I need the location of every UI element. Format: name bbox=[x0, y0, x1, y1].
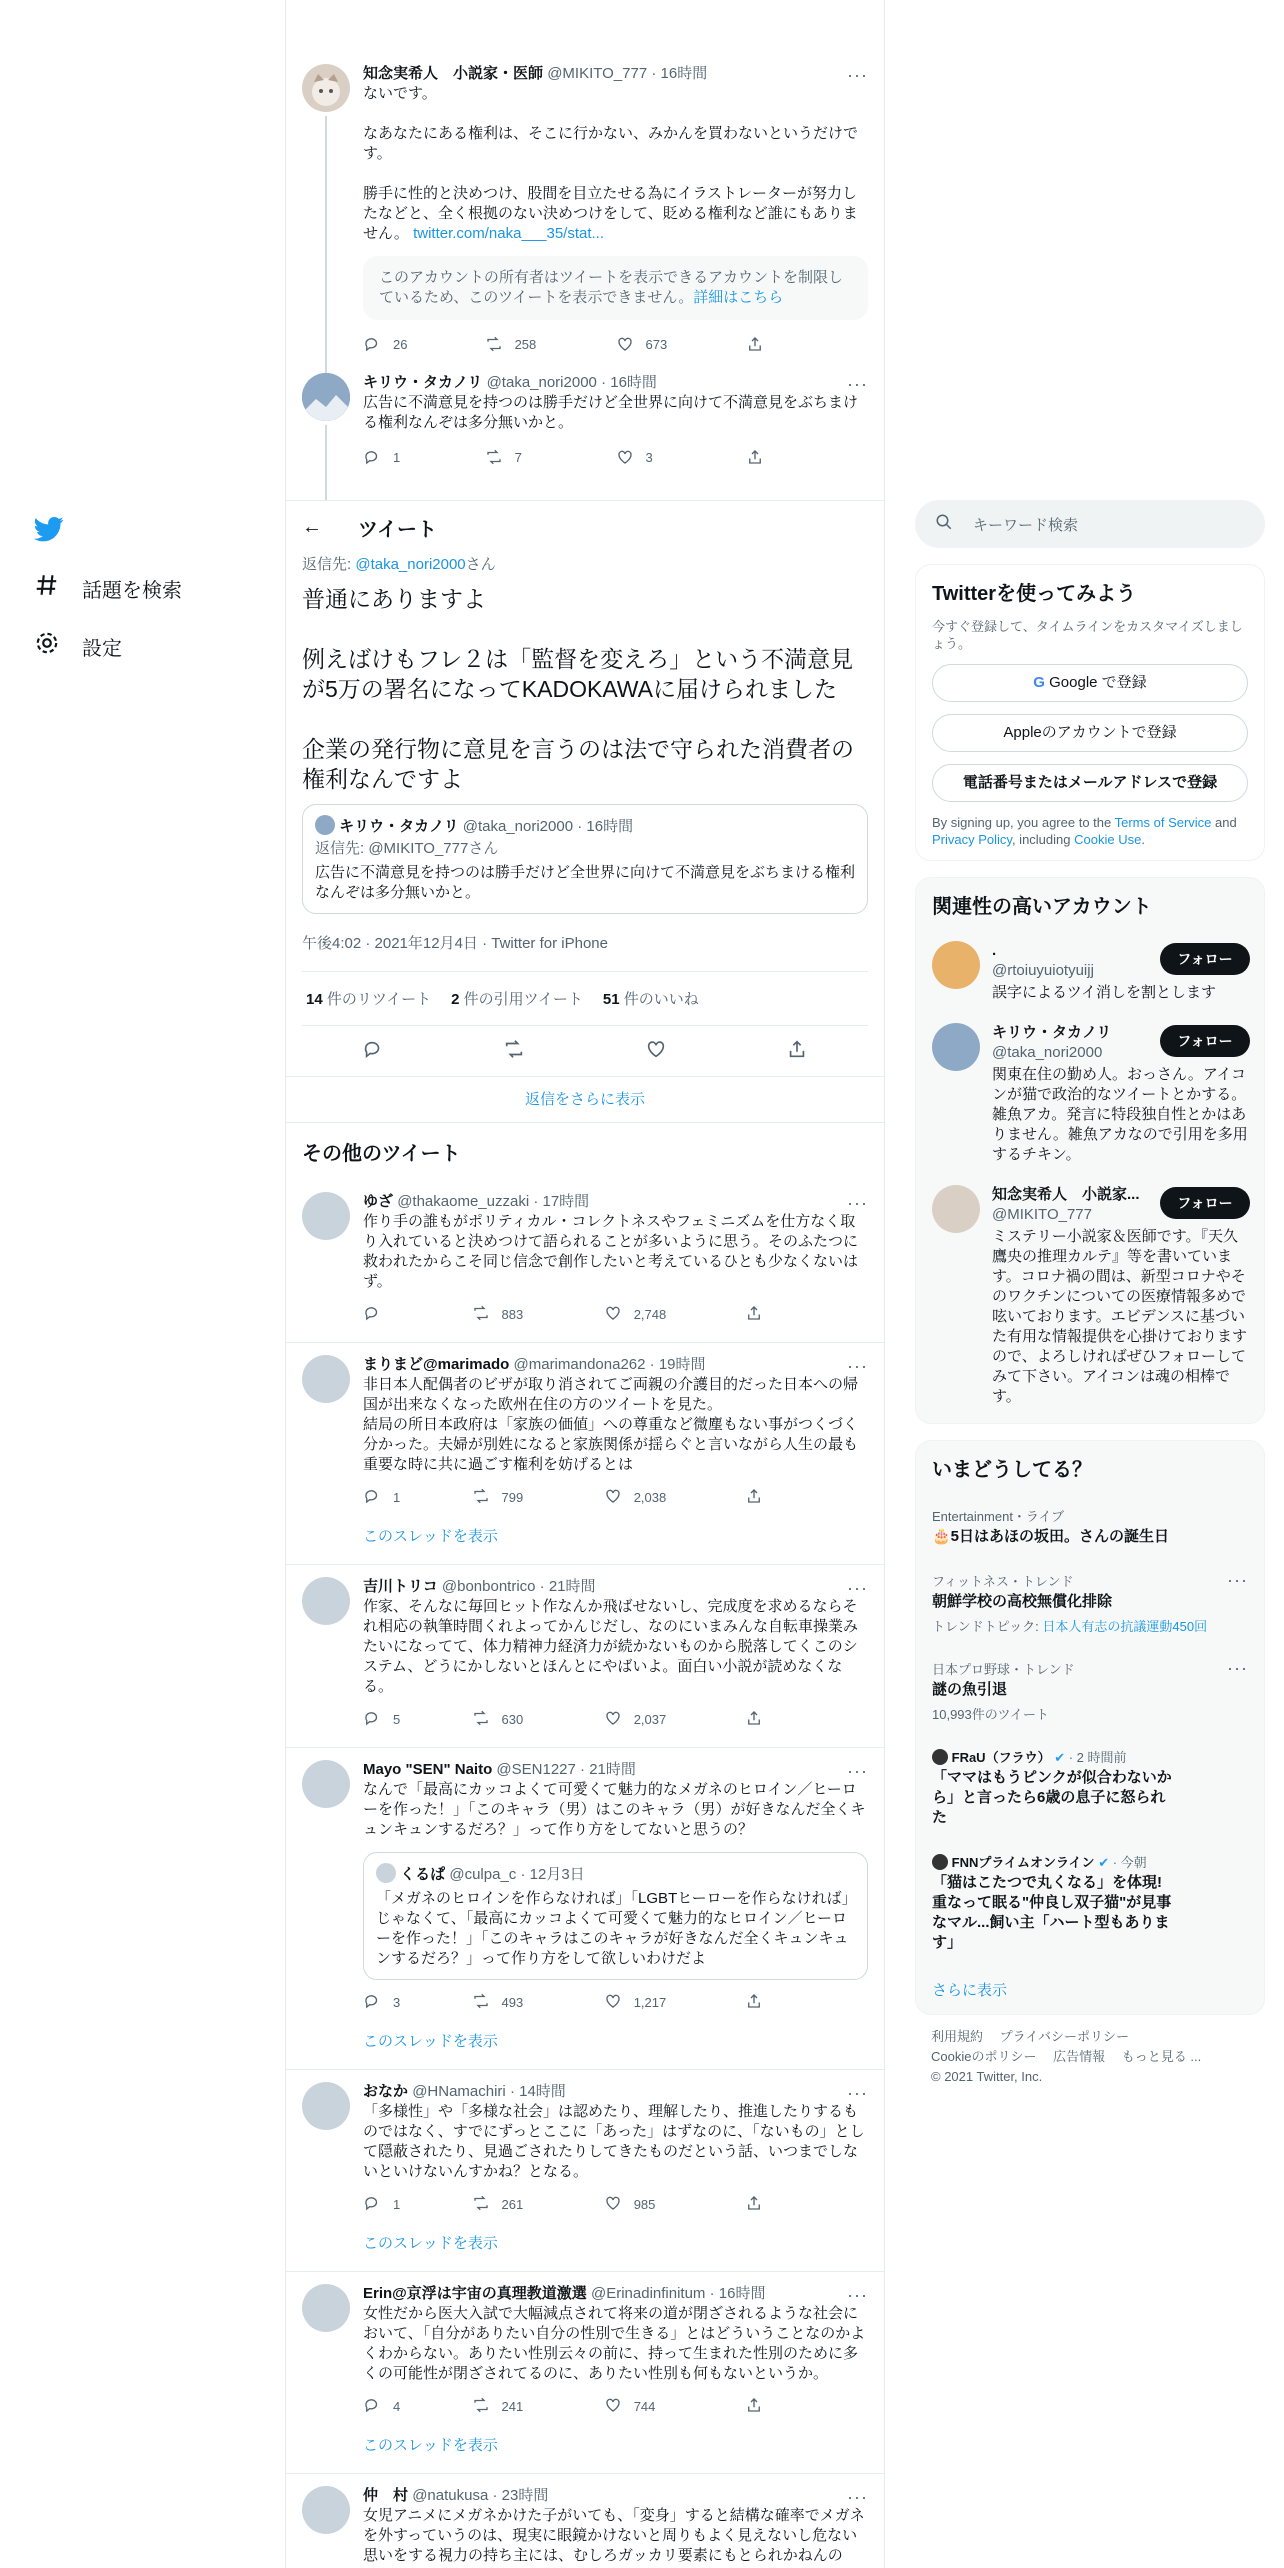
news-time: 2 時間前 bbox=[1076, 1750, 1127, 1765]
heart-icon bbox=[616, 448, 634, 466]
news-source: FNNプライムオンライン bbox=[951, 1855, 1095, 1870]
share-icon bbox=[745, 1709, 763, 1730]
trends-title: いまどうしてる？ bbox=[932, 1459, 1092, 1481]
reply-icon bbox=[363, 2194, 381, 2215]
display-name: くるぱ bbox=[400, 1866, 446, 1883]
tweet-time[interactable]: 16時間 bbox=[660, 65, 708, 82]
more-options-icon[interactable]: ··· bbox=[847, 65, 868, 85]
signup-subtitle: 今すぐ登録して、タイムラインをカスタマイズしましょう。 bbox=[932, 619, 1243, 651]
share-icon bbox=[745, 2396, 763, 2417]
share-icon bbox=[746, 335, 764, 353]
show-more-trends[interactable]: さらに表示 bbox=[932, 1982, 1008, 1999]
terms-notice: By signing up, you agree to the Terms of Service and Privacy Policy, including Cookie Use. bbox=[932, 815, 1237, 847]
share-icon bbox=[745, 1992, 763, 2013]
avatar[interactable] bbox=[932, 941, 980, 989]
footer bbox=[915, 2015, 1265, 2099]
news-item[interactable]: FNNプライムオンライン ✔ · 今朝 「猫はこたつで丸くなる」を体現! 重なって眠る"仲良し双子猫"が見事なマル...飼い主「ハート型もあります」 bbox=[932, 1855, 1172, 1951]
retweet-icon bbox=[472, 2194, 490, 2215]
show-thread-link[interactable]: このスレッドを表示 bbox=[363, 2235, 498, 2252]
verified-icon: ✔ bbox=[1098, 1855, 1110, 1870]
tweet-text: 「多様性」や「多様な社会」は認めたり、理解したり、推進したりするものではなく、すでにずっとここに「あった」はずなのに、「ないもの」として隠蔽されたり、見過ごされたりしてきたものだという話、いつまでしないといけないんすかね？となる。 bbox=[363, 2103, 865, 2180]
likes-stat[interactable]: 51 件のいいね bbox=[602, 991, 699, 1008]
heart-icon bbox=[616, 335, 634, 353]
like-button[interactable] bbox=[616, 335, 747, 353]
tweet-time: 12月3日 bbox=[529, 1866, 585, 1883]
avatar[interactable] bbox=[302, 2486, 350, 2534]
retweet-count: 883 bbox=[501, 1306, 524, 1322]
share-button[interactable] bbox=[746, 335, 868, 353]
like-count: 2,038 bbox=[633, 1489, 667, 1505]
trend-item[interactable] bbox=[916, 1494, 1264, 1559]
google-signup-button[interactable]: G Google で登録 bbox=[932, 664, 1248, 702]
display-name[interactable]: 知念実希人 小説家... bbox=[992, 1186, 1140, 1203]
retweet-button[interactable] bbox=[485, 335, 616, 353]
quote-text: 広告に不満意見を持つのは勝手だけど全世界に向けて不満意見をぶちまける権利なんぞは多分無いかと。 bbox=[315, 864, 856, 901]
reply-icon bbox=[363, 335, 381, 353]
retweets-stat[interactable]: 14 件のリツイート bbox=[306, 991, 432, 1008]
search-input[interactable]: キーワード検索 bbox=[973, 516, 1079, 534]
tweet-text: 広告に不満意見を持つのは勝手だけど全世界に向けて不満意見をぶちまける権利なんぞは多分無いかと。 bbox=[363, 394, 859, 431]
reply-to-handle[interactable]: @taka_nori2000 bbox=[355, 556, 466, 573]
like-count: 1,217 bbox=[633, 1994, 667, 2010]
tweet-actions bbox=[363, 1992, 868, 2012]
share-icon bbox=[745, 2194, 763, 2215]
news-source: FRaU（フラウ） bbox=[951, 1750, 1051, 1765]
like-count: 673 bbox=[645, 336, 668, 352]
tweet-header: まりまど@marimado @marimandona262 · 19時間 bbox=[363, 1356, 706, 1373]
avatar bbox=[315, 815, 335, 835]
trend-topic-link[interactable]: 日本人有志の抗議運動450回 bbox=[1042, 1619, 1208, 1634]
display-name[interactable]: ゆざ bbox=[363, 1193, 394, 1210]
tweet-actions bbox=[363, 1487, 868, 1507]
more-options-icon[interactable]: ··· bbox=[847, 1356, 868, 1376]
footer-link[interactable]: 広告情報 bbox=[1053, 2049, 1106, 2064]
share-button[interactable] bbox=[745, 1487, 868, 1508]
retweet-count: 258 bbox=[514, 336, 537, 352]
tweet-link[interactable]: twitter.com/naka___35/stat... bbox=[413, 225, 605, 242]
account-cell[interactable] bbox=[916, 1013, 1264, 1175]
more-options-icon[interactable]: ··· bbox=[847, 1193, 868, 1213]
nav-settings-label: 設定 bbox=[82, 637, 122, 660]
footer-link[interactable]: もっと見る ... bbox=[1121, 2049, 1202, 2064]
reply-icon bbox=[363, 2396, 381, 2417]
page-title: ツイート bbox=[358, 518, 437, 541]
share-button[interactable] bbox=[745, 2194, 868, 2215]
handle[interactable]: @rtoiuyuiotyuijj bbox=[992, 962, 1094, 979]
apple-signup-button[interactable]: Appleのアカウントで登録 bbox=[932, 714, 1248, 752]
handle: @culpa_c bbox=[449, 1866, 517, 1883]
reply-to: 返信先: @taka_nori2000さん bbox=[302, 556, 496, 573]
retweet-button[interactable] bbox=[472, 1487, 604, 1508]
retweet-button[interactable] bbox=[472, 2396, 604, 2417]
handle[interactable]: @natukusa bbox=[412, 2487, 489, 2504]
retweet-icon bbox=[472, 1304, 490, 1325]
like-button[interactable] bbox=[604, 2194, 746, 2215]
tweet-time[interactable]: 14時間 bbox=[519, 2083, 566, 2100]
share-icon[interactable] bbox=[786, 1038, 808, 1065]
news-title: 「猫はこたつで丸くなる」を体現! 重なって眠る"仲良し双子猫"が見事なマル...飼い主「ハート型もあります」 bbox=[932, 1874, 1172, 1951]
follow-button[interactable]: フォロー bbox=[1160, 1187, 1250, 1219]
retweet-count: 799 bbox=[501, 1489, 524, 1505]
tweet-time[interactable]: 23時間 bbox=[501, 2487, 549, 2504]
retweet-button[interactable] bbox=[472, 2194, 604, 2215]
tweet-actions bbox=[363, 447, 868, 467]
avatar[interactable] bbox=[932, 1023, 980, 1071]
like-button[interactable] bbox=[604, 1304, 746, 1325]
search-icon bbox=[935, 513, 953, 535]
like-button[interactable] bbox=[604, 2396, 746, 2417]
handle[interactable]: @MIKITO_777 bbox=[992, 1206, 1092, 1223]
tweet-actions bbox=[363, 1709, 868, 1729]
tweet-time: 16時間 bbox=[586, 818, 634, 835]
footer-link[interactable]: Cookieのポリシー bbox=[931, 2049, 1037, 2064]
handle[interactable]: @thakaome_uzzaki bbox=[397, 1193, 530, 1210]
tweet-time[interactable]: 21時間 bbox=[548, 1578, 596, 1595]
retweet-icon bbox=[472, 1487, 490, 1508]
heart-icon bbox=[604, 2194, 622, 2215]
quoted-tweet[interactable] bbox=[302, 804, 868, 914]
news-item[interactable]: FRaU（フラウ） ✔ · 2 時間前 「ママはもうピンクが似合わないから」と言ったら6歳の息子に怒られた bbox=[932, 1750, 1172, 1826]
avatar[interactable] bbox=[302, 64, 350, 112]
heart-icon bbox=[604, 1992, 622, 2013]
like-button[interactable] bbox=[604, 1709, 746, 1730]
news-time: 今朝 bbox=[1120, 1855, 1147, 1870]
quote-text: 「メガネのヒロインを作らなければ」「LGBTヒーローを作らなければ」じゃなくて、「最高にカッコよくて可愛くて魅力的なヒロイン／ヒーローを作った！」「このキャラはこのキャラが好きなんだ全くキュンキュンするだろ？」って作り方をして欲しいわけだよ bbox=[376, 1890, 850, 1967]
more-options-icon[interactable]: ··· bbox=[847, 1761, 868, 1781]
tweet-text: 作家、そんなに毎回ヒット作なんか飛ばせないし、完成度を求めるならそれ相応の執筆時間くれよってかんじだし、なのにいまみんな自転車操業みたいになってて、体力精神力経済力が続かないものから脱落してくこのシステム、どうにかしないとほんとにやばいよ。面白い小説が読めなくなる。 bbox=[363, 1598, 859, 1695]
tweet-time[interactable]: 19時間 bbox=[658, 1356, 706, 1373]
like-count: 985 bbox=[633, 2196, 656, 2212]
withheld-notice bbox=[363, 256, 868, 320]
avatar[interactable] bbox=[302, 1760, 350, 1808]
heart-icon bbox=[604, 1487, 622, 1508]
more-options-icon[interactable]: ··· bbox=[847, 2285, 868, 2305]
handle[interactable]: @HNamachiri bbox=[412, 2083, 506, 2100]
display-name[interactable]: まりまど@marimado bbox=[363, 1356, 510, 1373]
display-name[interactable]: Erin@京浮は宇宙の真理教道激選 bbox=[363, 2285, 587, 2302]
trend-category: 日本プロ野球・トレンド bbox=[932, 1662, 1075, 1677]
google-icon: G bbox=[1033, 674, 1045, 691]
verified-icon: ✔ bbox=[1054, 1750, 1066, 1765]
tweet-text: 非日本人配偶者のビザが取り消されてご両親の介護目的だった日本への帰国が出来なくなった欧州在住の方のツイートを見た。 結局の所日本政府は「家族の価値」への尊重など微塵もない事がつくづく分かった。夫婦が別姓になると家族関係が揺らぐと言いながら人生の最も重要な時に共に過ごす権利を妨げるとは bbox=[363, 1376, 859, 1473]
trend-count: 10,993件のツイート bbox=[932, 1707, 1049, 1722]
avatar[interactable] bbox=[302, 373, 350, 421]
nav-explore-label: 話題を検索 bbox=[82, 579, 182, 602]
tweet-header: 仲 村 @natukusa · 23時間 bbox=[363, 2487, 549, 2504]
page-header bbox=[302, 501, 868, 553]
right-sidebar bbox=[915, 500, 1265, 2099]
tweet[interactable] bbox=[286, 1343, 884, 1565]
nav-settings[interactable] bbox=[34, 630, 122, 662]
thread-connector bbox=[325, 425, 327, 500]
retweet-icon bbox=[472, 1709, 490, 1730]
more-options-icon[interactable]: ··· bbox=[847, 2083, 868, 2103]
tweet-text: 普通にありますよ 例えばけもフレ２は「監督を変えろ」という不満意見が5万の署名になってKADOKAWAに届けられました 企業の発行物に意見を言うのは法で守られた消費者の権利なんですよ bbox=[302, 586, 854, 792]
reply-icon bbox=[363, 1992, 381, 2013]
retweet-count: 7 bbox=[514, 449, 522, 465]
gear-icon bbox=[34, 630, 60, 662]
trend-category: Entertainment・ライブ bbox=[932, 1509, 1065, 1524]
retweet-icon bbox=[485, 448, 503, 466]
account-cell[interactable] bbox=[916, 1175, 1264, 1417]
reply-count: 1 bbox=[393, 2196, 401, 2212]
tweet-header: Erin@京浮は宇宙の真理教道激選 @Erinadinfinitum · 16時間 bbox=[363, 2285, 766, 2302]
more-options-icon[interactable]: ··· bbox=[847, 1578, 868, 1598]
like-count: 2,748 bbox=[633, 1306, 667, 1322]
cookie-link[interactable]: Cookie Use bbox=[1074, 832, 1142, 847]
thread-connector bbox=[325, 116, 327, 376]
retweet-button[interactable] bbox=[485, 448, 616, 466]
reply-button[interactable] bbox=[363, 1709, 472, 1730]
tweet-text: 作り手の誰もがポリティカル・コレクトネスやフェミニズムを仕方なく取り入れていると決めつけて語られることが多いように思う。そのふたつに救われたからこそ同じ信念で創作したいと考えているひとも少なくないはず。 bbox=[363, 1213, 859, 1290]
share-icon bbox=[746, 448, 764, 466]
tweet-text bbox=[363, 84, 868, 244]
like-button[interactable] bbox=[604, 1487, 746, 1508]
share-button[interactable] bbox=[745, 1709, 868, 1730]
retweet-icon bbox=[485, 335, 503, 353]
learn-more-link[interactable]: 詳細はこちら bbox=[693, 289, 784, 306]
tweet[interactable] bbox=[286, 2272, 884, 2474]
tweet-header: 吉川トリコ @bonbontrico · 21時間 bbox=[363, 1578, 596, 1595]
reply-button[interactable] bbox=[363, 1304, 472, 1325]
focused-tweet bbox=[286, 500, 884, 1076]
avatar[interactable] bbox=[302, 2082, 350, 2130]
tweet-time[interactable]: 17時間 bbox=[542, 1193, 590, 1210]
retweet-icon[interactable] bbox=[503, 1038, 525, 1065]
terms-link[interactable]: Terms of Service bbox=[1114, 815, 1212, 830]
withheld-text: このアカウントの所有者はツイートを表示できるアカウントを制限しているため、このツイートを表示できません。 bbox=[379, 269, 843, 306]
retweet-count: 630 bbox=[501, 1711, 524, 1727]
tweet[interactable] bbox=[286, 2474, 884, 2568]
display-name[interactable]: キリウ・タカノリ bbox=[363, 374, 483, 391]
show-thread-link[interactable]: このスレッドを表示 bbox=[363, 2437, 498, 2454]
handle[interactable]: @MIKITO_777 bbox=[547, 65, 648, 82]
quotes-stat[interactable]: 2 件の引用ツイート bbox=[451, 991, 583, 1008]
trend-title: 謎の魚引退 bbox=[932, 1681, 1008, 1698]
reply-count: 1 bbox=[393, 1489, 401, 1505]
tweet-time[interactable]: 16時間 bbox=[610, 374, 657, 391]
handle[interactable]: @taka_nori2000 bbox=[992, 1044, 1103, 1061]
tweet-header: キリウ・タカノリ @taka_nori2000 · 16時間 bbox=[363, 374, 657, 391]
reply-count: 4 bbox=[393, 2398, 401, 2414]
tweet[interactable] bbox=[286, 1565, 884, 1748]
trend-title: 朝鮮学校の高校無償化排除 bbox=[932, 1593, 1113, 1610]
account-bio: 誤字によるツイ消しを割とします bbox=[992, 984, 1216, 1001]
show-thread-link[interactable]: このスレッドを表示 bbox=[363, 2033, 498, 2050]
like-count: 3 bbox=[645, 449, 653, 465]
avatar[interactable] bbox=[302, 2284, 350, 2332]
follow-button[interactable]: フォロー bbox=[1160, 1025, 1250, 1057]
reply-count: 26 bbox=[393, 336, 408, 352]
reply-count: 5 bbox=[393, 1711, 401, 1727]
like-button[interactable] bbox=[616, 448, 747, 466]
display-name[interactable]: キリウ・タカノリ bbox=[992, 1024, 1112, 1041]
display-name[interactable]: おなか bbox=[363, 2083, 409, 2100]
back-arrow-icon[interactable]: ← bbox=[302, 515, 322, 538]
tweet-actions bbox=[363, 2396, 868, 2416]
retweet-button[interactable] bbox=[472, 1709, 604, 1730]
tweet-text: 女性だから医大入試で大幅減点されて将来の道が閉ざされるような社会において、「自分がありたい自分の性別で生きる」とはどういうことなのかよくわからない。ありたい性別云々の前に、持って生まれた性別のために多くの可能性が閉ざされてるのに、ありたい性別も何もないというか。 bbox=[363, 2305, 866, 2382]
source-avatar bbox=[932, 1854, 948, 1870]
reply-count: 3 bbox=[393, 1994, 401, 2010]
tweet-text-content: ないです。 なあなたにある権利は、そこに行かない、みかんを買わないというだけです。 勝手に性的と決めつけ、股間を目立たせる為にイラストレーターが努力したなどと、全く根拠のない決めつけをして、貶める権利など誰にもありません。 bbox=[363, 85, 859, 242]
tweet-header: ゆざ @thakaome_uzzaki · 17時間 bbox=[363, 1193, 590, 1210]
source-avatar bbox=[932, 1749, 948, 1765]
like-count: 2,037 bbox=[633, 1711, 667, 1727]
tweet-actions bbox=[363, 334, 868, 354]
more-options-icon[interactable]: ··· bbox=[1227, 1570, 1248, 1590]
quote-reply-to: 返信先: @MIKITO_777さん bbox=[315, 840, 499, 857]
account-bio: 関東在住の勤め人。おっさん。アイコンが猫で政治的なツイートとかする。雑魚アカ。発言に特段独自性とかはありません。雑魚アカなので引用を多用するチキン。 bbox=[992, 1066, 1248, 1163]
retweet-button[interactable] bbox=[472, 1992, 604, 2013]
retweet-button[interactable] bbox=[472, 1304, 604, 1325]
quoted-tweet[interactable]: くるぱ @culpa_c · 12月3日 「メガネのヒロインを作らなければ」「LGBTヒーローを作らなければ」じゃなくて、「最高にカッコよくて可愛くて魅力的なヒロイン／ヒーローを作った！」「このキャラはこのキャラが好きなんだ全くキュンキュンするだろ？」って作り方をして欲しいわけだよ bbox=[363, 1852, 868, 1980]
twitter-logo-icon[interactable] bbox=[32, 514, 66, 544]
display-name[interactable]: . bbox=[992, 942, 997, 959]
account-cell[interactable] bbox=[916, 931, 1264, 1013]
avatar[interactable] bbox=[932, 1185, 980, 1233]
tweet[interactable] bbox=[286, 1180, 884, 1343]
footer-link[interactable]: プライバシーポリシー bbox=[999, 2029, 1129, 2044]
retweet-count: 241 bbox=[501, 2398, 524, 2414]
share-button[interactable] bbox=[745, 1304, 868, 1325]
related-title: 関連性の高いアカウント bbox=[932, 896, 1152, 918]
like-button[interactable] bbox=[604, 1992, 746, 2013]
share-button[interactable] bbox=[745, 2396, 868, 2417]
reply-button[interactable] bbox=[363, 1487, 472, 1508]
quote-header: キリウ・タカノリ @taka_nori2000 · 16時間 bbox=[315, 815, 855, 837]
tweet-time[interactable]: 21時間 bbox=[589, 1761, 636, 1778]
heart-icon[interactable] bbox=[645, 1038, 667, 1065]
tweet-stats bbox=[302, 972, 868, 1025]
display-name[interactable]: 知念実希人 小説家・医師 bbox=[363, 65, 544, 82]
share-icon bbox=[745, 1304, 763, 1325]
handle[interactable]: @bonbontrico bbox=[441, 1578, 536, 1595]
avatar[interactable] bbox=[302, 1192, 350, 1240]
share-icon bbox=[745, 1487, 763, 1508]
tweet[interactable] bbox=[286, 1748, 884, 2070]
handle: @taka_nori2000 bbox=[462, 818, 574, 835]
retweet-icon bbox=[472, 2396, 490, 2417]
tweet[interactable] bbox=[286, 2070, 884, 2272]
avatar[interactable] bbox=[302, 1577, 350, 1625]
trend-item[interactable]: ··· フィットネス・トレンド 朝鮮学校の高校無償化排除 トレンドトピック: 日本人有志の抗議運動450回 bbox=[932, 1570, 1248, 1634]
signup-title: Twitterを使ってみよう bbox=[932, 583, 1137, 605]
reply-icon bbox=[363, 1709, 381, 1730]
hashtag-icon bbox=[34, 572, 60, 604]
avatar[interactable] bbox=[302, 1355, 350, 1403]
tweet-text: 女児アニメにメガネかけた子がいても、「変身」すると結構な確率でメガネを外すっていうのは、現実に眼鏡かけないと周りもよく見えないし危ない思いをする視力の持ち主には、むしろガッカリ要素にもとられかねんの bbox=[363, 2507, 865, 2564]
reply-button[interactable] bbox=[363, 2396, 472, 2417]
avatar bbox=[376, 1863, 396, 1883]
search-box[interactable] bbox=[915, 500, 1265, 548]
main-column bbox=[285, 0, 885, 2568]
display-name[interactable]: 吉川トリコ bbox=[363, 1578, 438, 1595]
tweet-actions bbox=[363, 2194, 868, 2214]
tweet-time[interactable]: 16時間 bbox=[718, 2285, 766, 2302]
heart-icon bbox=[604, 2396, 622, 2417]
trends-card bbox=[915, 1440, 1265, 2015]
tweet-header: Mayo "SEN" Naito @SEN1227 · 21時間 bbox=[363, 1761, 636, 1778]
retweet-icon bbox=[472, 1992, 490, 2013]
privacy-link[interactable]: Privacy Policy bbox=[932, 832, 1012, 847]
tweet-timestamp[interactable]: 午後4:02 · 2021年12月4日 · Twitter for iPhone bbox=[302, 935, 608, 952]
more-options-icon[interactable]: ··· bbox=[847, 2487, 868, 2507]
reply-icon bbox=[363, 448, 381, 466]
display-name: キリウ・タカノリ bbox=[339, 818, 459, 835]
reply-button[interactable] bbox=[363, 2194, 472, 2215]
other-tweets-heading: その他のツイート bbox=[302, 1143, 461, 1165]
footer-link[interactable]: 利用規約 bbox=[931, 2029, 984, 2044]
tweet-actions bbox=[363, 1304, 868, 1324]
reply-button[interactable] bbox=[363, 448, 485, 466]
reply-button[interactable] bbox=[363, 1992, 472, 2013]
thread-tweet[interactable] bbox=[286, 373, 884, 500]
handle[interactable]: @marimandona262 bbox=[513, 1356, 646, 1373]
more-options-icon[interactable]: ··· bbox=[1227, 1658, 1248, 1678]
copyright: © 2021 Twitter, Inc. bbox=[931, 2069, 1043, 2084]
other-tweets-list bbox=[286, 1180, 884, 2568]
show-thread-link[interactable]: このスレッドを表示 bbox=[363, 1528, 498, 1545]
show-more-replies[interactable]: 返信をさらに表示 bbox=[286, 1077, 884, 1123]
handle[interactable]: @SEN1227 bbox=[496, 1761, 576, 1778]
retweet-count: 261 bbox=[501, 2196, 524, 2212]
display-name[interactable]: 仲 村 bbox=[363, 2487, 409, 2504]
signup-card bbox=[915, 564, 1265, 861]
tweet-text: なんで「最高にカッコよくて可愛くて魅力的なメガネのヒロイン／ヒーローを作った！」「このキャラ（男）はこのキャラ（男）が好きなんだ全くキュンキュンするだろ？」って作り方をしてないと思うの？ bbox=[363, 1781, 866, 1838]
reply-button[interactable] bbox=[363, 335, 485, 353]
trend-category: フィットネス・トレンド bbox=[932, 1574, 1074, 1589]
reply-count: 1 bbox=[393, 449, 401, 465]
main-tweet-actions bbox=[302, 1026, 868, 1076]
handle[interactable]: @taka_nori2000 bbox=[486, 374, 597, 391]
news-title: 「ママはもうピンクが似合わないから」と言ったら6歳の息子に怒られた bbox=[932, 1769, 1172, 1826]
tweet-header: 知念実希人 小説家・医師 @MIKITO_777 · 16時間 bbox=[363, 65, 708, 82]
thread-tweet[interactable] bbox=[286, 0, 884, 373]
share-button[interactable] bbox=[746, 448, 868, 466]
reply-icon bbox=[363, 1304, 381, 1325]
follow-button[interactable]: フォロー bbox=[1160, 943, 1250, 975]
nav-explore[interactable] bbox=[34, 572, 182, 604]
share-button[interactable] bbox=[745, 1992, 868, 2013]
heart-icon bbox=[604, 1709, 622, 1730]
trend-title: 🎂5日はあほの坂田。さんの誕生日 bbox=[932, 1528, 1170, 1545]
heart-icon bbox=[604, 1304, 622, 1325]
phone-signup-button[interactable]: 電話番号またはメールアドレスで登録 bbox=[932, 764, 1248, 802]
reply-icon bbox=[363, 1487, 381, 1508]
like-count: 744 bbox=[633, 2398, 656, 2414]
retweet-count: 493 bbox=[501, 1994, 524, 2010]
more-options-icon[interactable]: ··· bbox=[847, 374, 868, 394]
related-accounts-card bbox=[915, 877, 1265, 1424]
display-name[interactable]: Mayo "SEN" Naito bbox=[363, 1761, 493, 1778]
trend-item[interactable] bbox=[916, 1647, 1264, 1735]
handle[interactable]: @Erinadinfinitum bbox=[590, 2285, 706, 2302]
reply-icon[interactable] bbox=[362, 1038, 384, 1065]
account-bio: ミステリー小説家＆医師です。『天久鷹央の推理カルテ』等を書いています。コロナ禍の間は、新型コロナやそのワクチンについての医療情報多めで呟いております。エビデンスに基づいた有用な情報提供を心掛けておりますので、よろしければぜひフォローしてみて下さい。アイコンは魂の相棒です。 bbox=[992, 1228, 1248, 1405]
tweet-header: おなか @HNamachiri · 14時間 bbox=[363, 2083, 566, 2100]
